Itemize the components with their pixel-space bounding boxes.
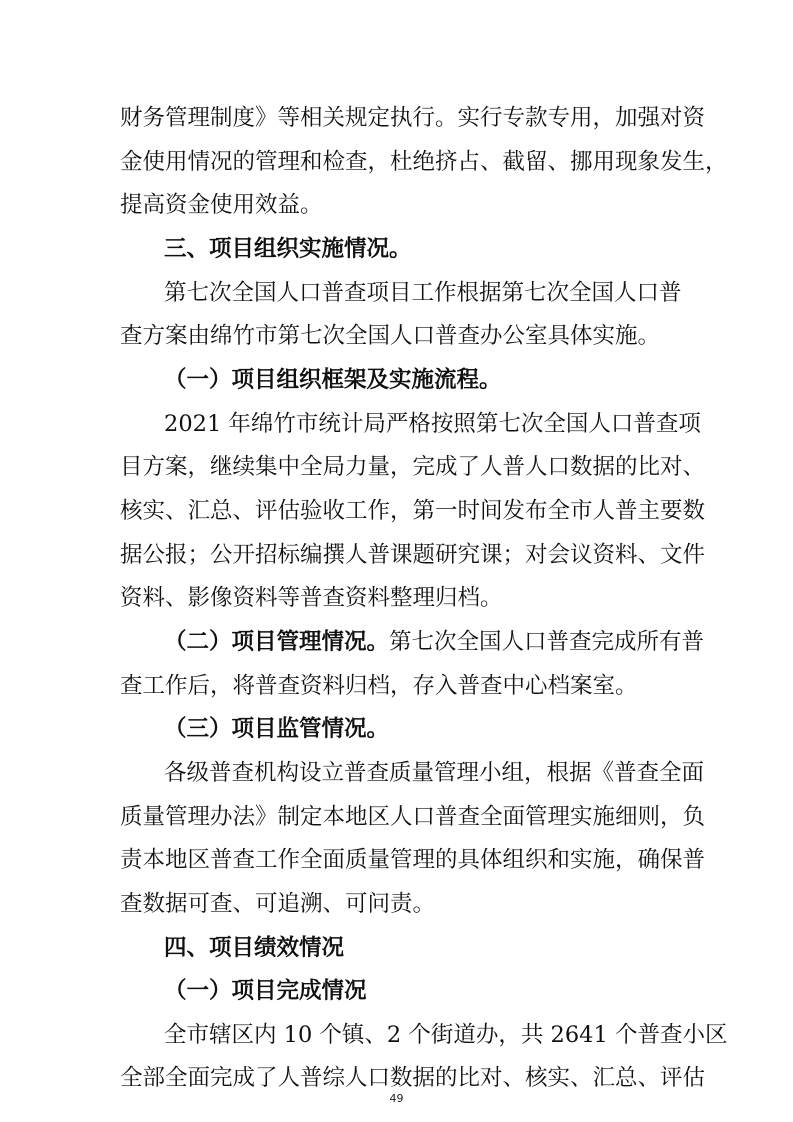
body-text-line: 金使用情况的管理和检查，杜绝挤占、截留、挪用现象发生， (120, 149, 728, 175)
subsection-heading: （二）项目管理情况。 (164, 629, 390, 655)
body-text-line: 第七次全国人口普查项目工作根据第七次全国人口普 (164, 280, 682, 306)
section-heading: 三、项目组织实施情况。 (164, 236, 412, 262)
body-text-line: 目方案，继续集中全局力量，完成了人普人口数据的比对、 (120, 454, 706, 480)
mixed-line (164, 627, 705, 657)
subsection-heading: （三）项目监管情况。 (164, 716, 390, 742)
body-text-line: 2021 年绵竹市统计局严格按照第七次全国人口普查项 (164, 411, 701, 437)
subsection-heading: （一）项目完成情况 (164, 978, 367, 1004)
subsection-heading: （一）项目组织框架及实施流程。 (164, 367, 502, 393)
body-text-line: 查工作后，将普查资料归档，存入普查中心档案室。 (120, 673, 638, 699)
page-number: 49 (389, 1092, 404, 1105)
section-heading: 四、项目绩效情况 (164, 935, 345, 961)
body-text-span: 第七次全国人口普查完成所有普 (389, 629, 705, 655)
body-text-line: 提高资金使用效益。 (120, 192, 323, 218)
body-text-line: 资料、影像资料等普查资料整理归档。 (120, 585, 503, 611)
body-text-line: 据公报；公开招标编撰人普课题研究课；对会议资料、文件 (120, 542, 706, 568)
body-text-line: 查方案由绵竹市第七次全国人口普查办公室具体实施。 (120, 323, 661, 349)
body-text-line: 财务管理制度》等相关规定执行。实行专款专用，加强对资 (120, 105, 706, 131)
body-text-line: 质量管理办法》制定本地区人口普查全面管理实施细则，负 (120, 804, 706, 830)
body-text-line: 查数据可查、可追溯、可问责。 (120, 891, 436, 917)
body-text-line: 各级普查机构设立普查质量管理小组，根据《普查全面 (164, 760, 705, 786)
body-text-line: 全部全面完成了人普综人口数据的比对、核实、汇总、评估 (120, 1065, 706, 1091)
body-text-line: 核实、汇总、评估验收工作，第一时间发布全市人普主要数 (120, 498, 706, 524)
body-text-line: 责本地区普查工作全面质量管理的具体组织和实施，确保普 (120, 847, 706, 873)
body-text-line: 全市辖区内 10 个镇、2 个街道办，共 2641 个普查小区 (164, 1022, 728, 1048)
